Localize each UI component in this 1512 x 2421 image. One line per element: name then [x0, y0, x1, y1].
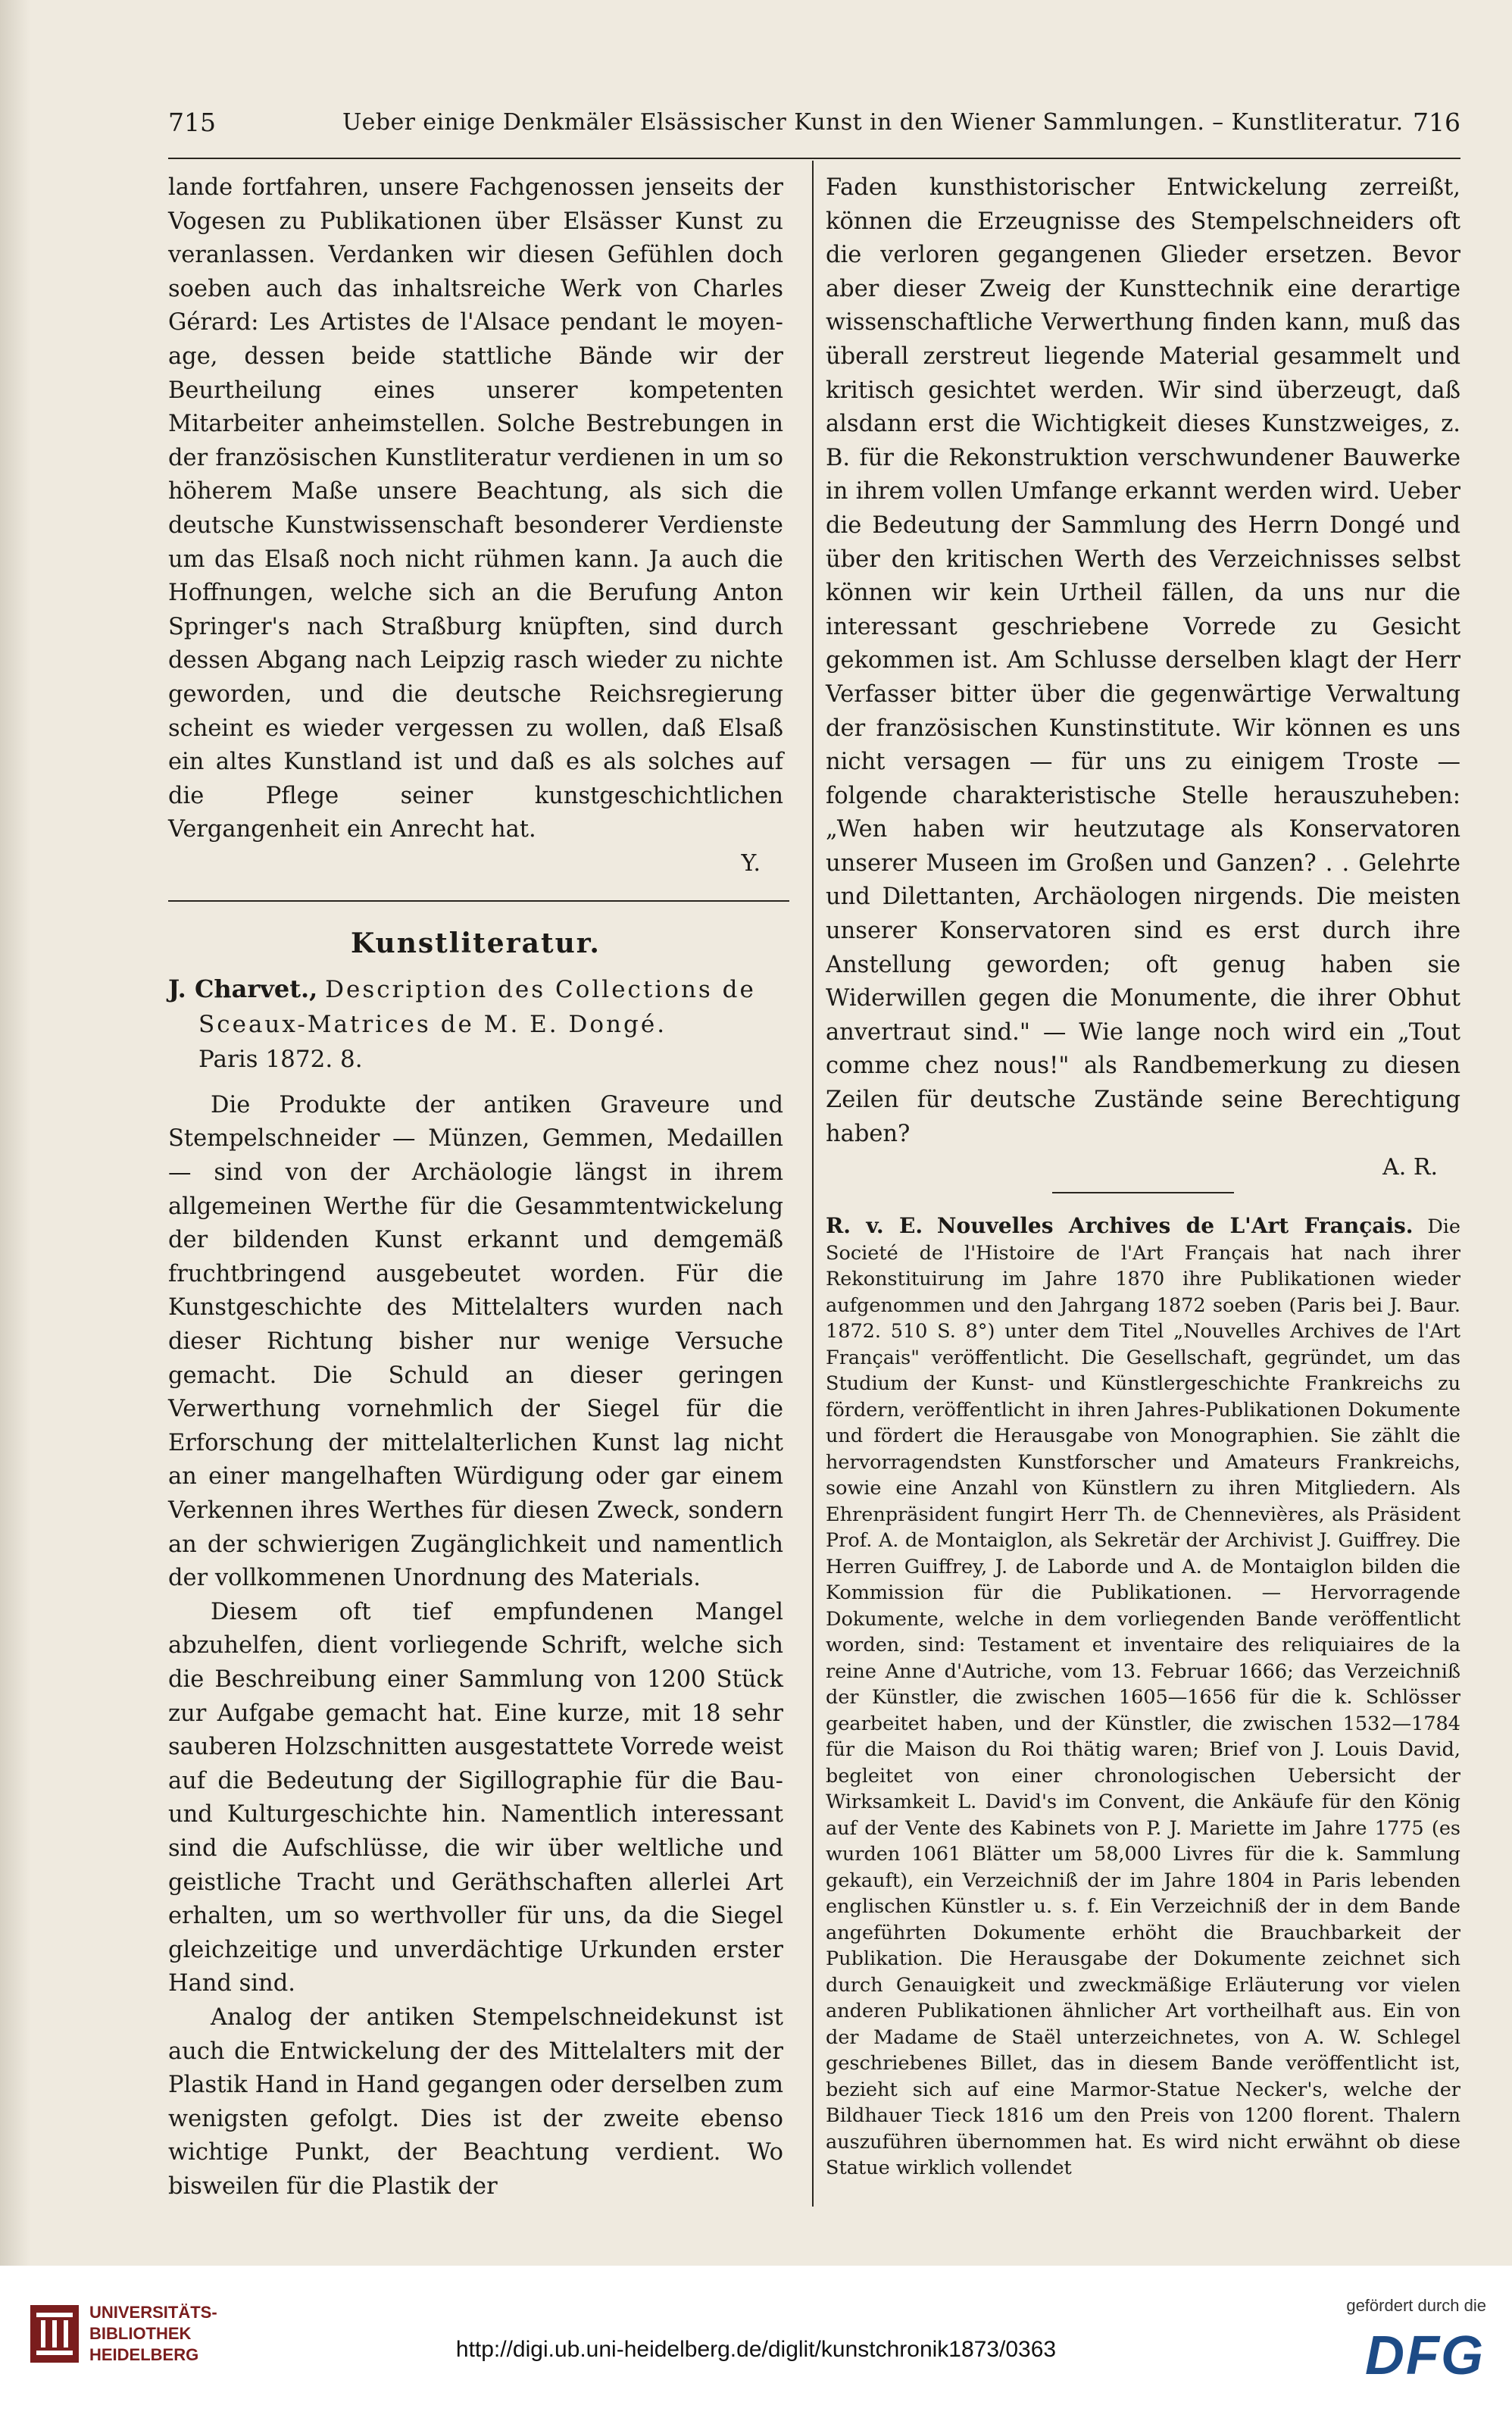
notice-body: Die Societé de l'Histoire de l'Art Français hat nach ihrer Rekonstituirung im Jahre 1870 ihre Publikationen wieder aufgenommen und den Jahrgang 1872 soeben (Paris bei J. Baur. 1872. 510 S. 8°) unter dem Titel „Nouvelles Archives de l'Art Français" veröffentlicht. Die Gesellschaft, gegründet, um das Studium der Kunst- und Künstlergeschichte Frankreichs zu fördern, veröffentlicht in ihren Jahres-Publikationen Dokumente und fördert die Herausgabe von Monographien. Sie zählt die hervorragendsten Kunstforscher und Amateurs Frankreichs, sowie eine Anzahl von Künstlern zu ihren Mitgliedern. Als Ehrenpräsident fungirt Herr Th. de Chennevières, als Präsident Prof. A. de Montaiglon, als Sekretär der Archivist J. Guiffrey. Die Herren Guiffrey, J. de Laborde und A. de Montaiglon bilden die Kommission für die Publikationen. — Hervorragende Dokumente, welche in dem vorliegenden Bande veröffentlicht worden, sind: Testament et inventaire des reliquiaires de la reine Anne d'Autriche, vom 13. Februar 1666; das Verzeichniß der Künstler, die zwischen 1605—1656 für die k. Schlösser gearbeitet haben, und der Künstler, die zwischen 1532—1784 für die Maison du Roi thätig waren; Brief von J. Louis David, begleitet von einer chronologischen Uebersicht der Wirksamkeit L. David's im Convent, die Ankäufe für den König auf der Vente des Kabinets von P. J. Mariette im Jahre 1775 (es wurden 1061 Blätter um 58,000 Livres für die k. Sammlung gekauft), ein Verzeichniß der im Jahre 1804 in Paris lebenden englischen Künstler u. s. f. Ein Verzeichniß der in dem Bande angeführten Dokumente erhöht die Brauchbarkeit der Publikation. Die Herausgabe der Dokumente zeichnet sich durch Genauigkeit und zweckmäßige Erläuterung vor vielen anderen Publikationen ähnlicher Art vortheilhaft aus. Ein von der Madame de Staël unterzeichnetes, von A. W. Schlegel geschriebenes Billet, das in diesem Bande veröffentlicht ist, bezieht sich auf eine Marmor-Statue Necker's, welche der Bildhauer Tieck 1816 um den Preis von 1200 florent. Thalern auszuführen übernommen hat. Es wird nicht erwähnt ob diese Statue wirklich vollendet	[826, 1215, 1461, 2180]
page-number-left: 715	[168, 108, 216, 137]
dfg-logo: DFG	[1365, 2326, 1485, 2386]
section-heading: Kunstliteratur.	[351, 927, 601, 959]
binding-shadow	[0, 0, 30, 2266]
paragraph: lande fortfahren, unsere Fachgenossen jenseits der Vogesen zu Publikationen über Elsässer Kunst zu veranlassen. Verdanken wir diesen Gefühlen doch soeben auch das inhaltsreiche Werk von Charles Gérard: Les Artistes de l'Alsace pendant le moyen-age, dessen beide stattliche Bände wir der Beurtheilung eines unserer kompetenten Mitarbeiter anheimstellen. Solche Bestrebungen in der französischen Kunstliteratur verdienen in um so höherem Maße unsere Beachtung, als sich die deutsche Kunstwissenschaft besonderer Verdienste um das Elsaß noch nicht rühmen kann. Ja auch die Hoffnungen, welche sich an die Berufung Anton Springer's nach Straßburg knüpften, sind durch dessen Abgang nach Leipzig rasch wieder zu nichte geworden, und die deutsche Reichsregierung scheint es wieder vergessen zu wollen, daß Elsaß ein altes Kunstland ist und daß es als solches auf die Pflege seiner kunstgeschichtlichen Vergangenheit ein Anrecht hat.	[168, 174, 783, 843]
notice-paragraph	[826, 1213, 1460, 2182]
section-rule	[168, 900, 789, 902]
library-logo-text: UNIVERSITÄTS- BIBLIOTHEK HEIDELBERG	[89, 2303, 217, 2364]
notice-author: R. v. E.	[826, 1213, 923, 1239]
right-column	[826, 171, 1460, 2182]
signature: A. R.	[1382, 1154, 1438, 1181]
paragraph: Diesem oft tief empfundenen Mangel abzuhelfen, dient vorliegende Schrift, welche sich die Beschreibung einer Sammlung von 1200 Stück zur Aufgabe gemacht hat. Eine kurze, mit 18 sehr sauberen Holzschnitten ausgestattete Vorrede weist auf die Bedeutung der Sigillographie für die Bau- und Kulturgeschichte hin. Namentlich interessant sind die Aufschlüsse, die wir über weltliche und geistliche Tracht und Geräthschaften allerlei Art erhalten, um so werthvoller für uns, da die Siegel gleichzeitige und unverdächtige Urkunden erster Hand sind.	[168, 1598, 783, 1997]
book-citation	[168, 971, 783, 1077]
book-author: J. Charvet.,	[168, 974, 318, 1003]
running-header	[168, 108, 1460, 150]
paragraph: Analog der antiken Stempelschneidekunst ist auch die Entwickelung der des Mittelalters mit der Plastik Hand in Hand gegangen oder derselben zum wenigsten gefolgt. Dies ist der zweite ebenso wichtige Punkt, der Beachtung verdient. Wo bisweilen für die Plastik der	[168, 2003, 783, 2200]
notice-title: Nouvelles Archives de L'Art Français.	[936, 1213, 1414, 1239]
column-divider	[812, 161, 814, 2207]
footer-bar	[0, 2266, 1512, 2421]
paragraph: Faden kunsthistorischer Entwickelung zerreißt, können die Erzeugnisse des Stempelschneiders oft die verloren gegangenen Glieder ersetzen. Bevor aber dieser Zweig der Kunsttechnik eine derartige wissenschaftliche Verwerthung finden kann, muß das überall zerstreut liegende Material gesammelt und kritisch gesichtet werden. Wir sind überzeugt, daß alsdann erst die Wichtigkeit dieses Kunstzweiges, z. B. für die Rekonstruktion verschwundener Bauwerke in ihrem vollen Umfange erkannt werden wird. Ueber die Bedeutung der Sammlung des Herrn Dongé und über den kritischen Werth des Verzeichnisses selbst können wir kein Urtheil fällen, da uns nur die interessant geschriebene Vorrede zu Gesicht gekommen ist. Am Schlusse derselben klagt der Herr Verfasser bitter über die gegenwärtige Verwaltung der französischen Kunstinstitute. Wir können es uns nicht versagen — für uns zu einigem Troste — folgende charakteristische Stelle herauszuheben: „Wen haben wir heutzutage als Konservatoren unserer Museen im Großen und Ganzen? . . Gelehrte und Dilettanten, Archäologen nirgends. Die meisten unserer Konservatoren sind es erst durch ihre Anstellung geworden; oft genug haben sie Widerwillen gegen die Monumente, die ihrer Obhut anvertraut sind." — Wie lange noch wird ein „Tout comme chez nous!" als Randbemerkung zu diesen Zeilen für deutsche Zustände seine Berechtigung haben?	[826, 174, 1460, 1147]
paragraph: Die Produkte der antiken Graveure und Stempelschneider — Münzen, Gemmen, Medaillen — sind von der Archäologie längst in ihrem allgemeinen Werthe für die Gesammtentwickelung der bildenden Kunst erkannt und demgemäß fruchtbringend ausgebeutet worden. Für die Kunstgeschichte des Mittelalters wurden nach dieser Richtung bisher nur wenige Versuche gemacht. Die Schuld an dieser geringen Verwerthung vornehmlich der Siegel für die Erforschung der mittelalterlichen Kunst lag nicht an einer mangelhaften Würdigung oder gar einem Verkennen ihres Werthes für diesen Zweck, sondern an der schwierigen Zugänglichkeit und namentlich der vollkommenen Unordnung des Materials.	[168, 1091, 783, 1592]
section-rule	[1052, 1192, 1234, 1193]
book-place: Paris 1872. 8.	[198, 1045, 363, 1073]
left-column	[168, 171, 783, 2204]
page-number-right: 716	[1413, 108, 1460, 137]
running-title: Ueber einige Denkmäler Elsässischer Kunst in den Wiener Sammlungen. – Kunstliteratur.	[342, 109, 1404, 136]
header-rule	[168, 158, 1460, 159]
funding-note: gefördert durch die	[1346, 2296, 1486, 2315]
book-title: Description des Collections de Sceaux-Matrices de M. E. Dongé.	[198, 975, 756, 1038]
source-url[interactable]: http://digi.ub.uni-heidelberg.de/diglit/kunstchronik1873/0363	[455, 2337, 1057, 2362]
signature: Y.	[741, 849, 761, 877]
